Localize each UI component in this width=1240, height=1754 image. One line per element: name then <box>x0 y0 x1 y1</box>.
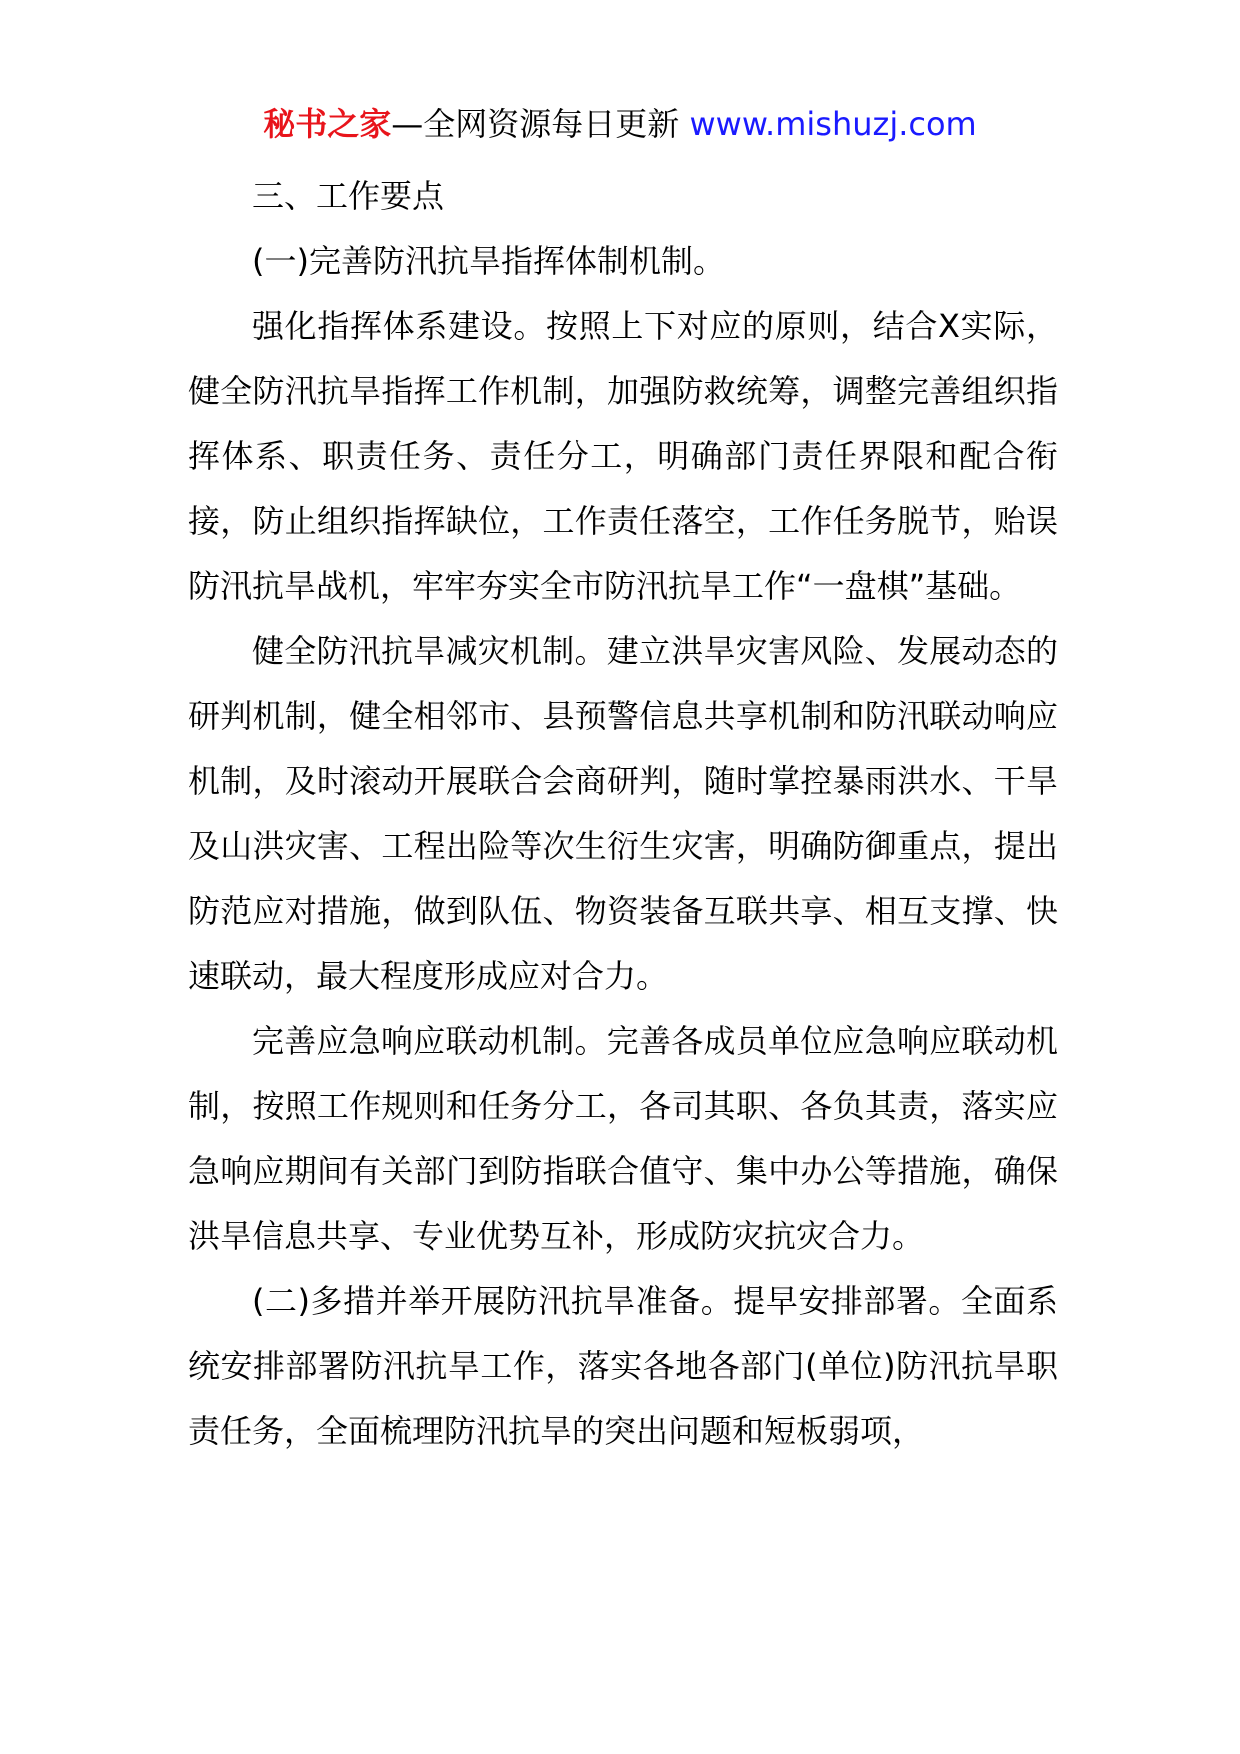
body-paragraph: 健全防汛抗旱减灾机制。建立洪旱灾害风险、发展动态的研判机制，健全相邻市、县预警信息共享机制和防汛联动响应机制，及时滚动开展联合会商研判，随时掌控暴雨洪水、干旱及山洪灾害、工程出险等次生衍生灾害，明确防御重点，提出防范应对措施，做到队伍、物资装备互联共享、相互支撑、快速联动，最大程度形成应对合力。 <box>188 632 1058 995</box>
site-url-link[interactable]: www.mishuzj.com <box>689 105 977 143</box>
subsection-heading: (一)完善防汛抗旱指挥体制机制。 <box>252 242 725 280</box>
section-heading: 三、工作要点 <box>252 177 445 215</box>
header-slogan: —全网资源每日更新 <box>391 105 680 143</box>
brand-name: 秘书之家 <box>263 105 392 143</box>
body-paragraph: 强化指挥体系建设。按照上下对应的原则，结合X实际，健全防汛抗旱指挥工作机制，加强防救统筹，调整完善组织指挥体系、职责任务、责任分工，明确部门责任界限和配合衔接，防止组织指挥缺位，工作责任落空，工作任务脱节，贻误防汛抗旱战机，牢牢夯实全市防汛抗旱工作“一盘棋”基础。 <box>188 307 1058 605</box>
body-paragraph: 完善应急响应联动机制。完善各成员单位应急响应联动机制，按照工作规则和任务分工，各司其职、各负其责，落实应急响应期间有关部门到防指联合值守、集中办公等措施，确保洪旱信息共享、专业优势互补，形成防灾抗灾合力。 <box>188 1022 1058 1255</box>
page-header <box>0 100 1240 148</box>
document-body <box>188 164 1058 1464</box>
body-paragraph: (二)多措并举开展防汛抗旱准备。提早安排部署。全面系统安排部署防汛抗旱工作，落实各地各部门(单位)防汛抗旱职责任务，全面梳理防汛抗旱的突出问题和短板弱项， <box>188 1282 1058 1450</box>
